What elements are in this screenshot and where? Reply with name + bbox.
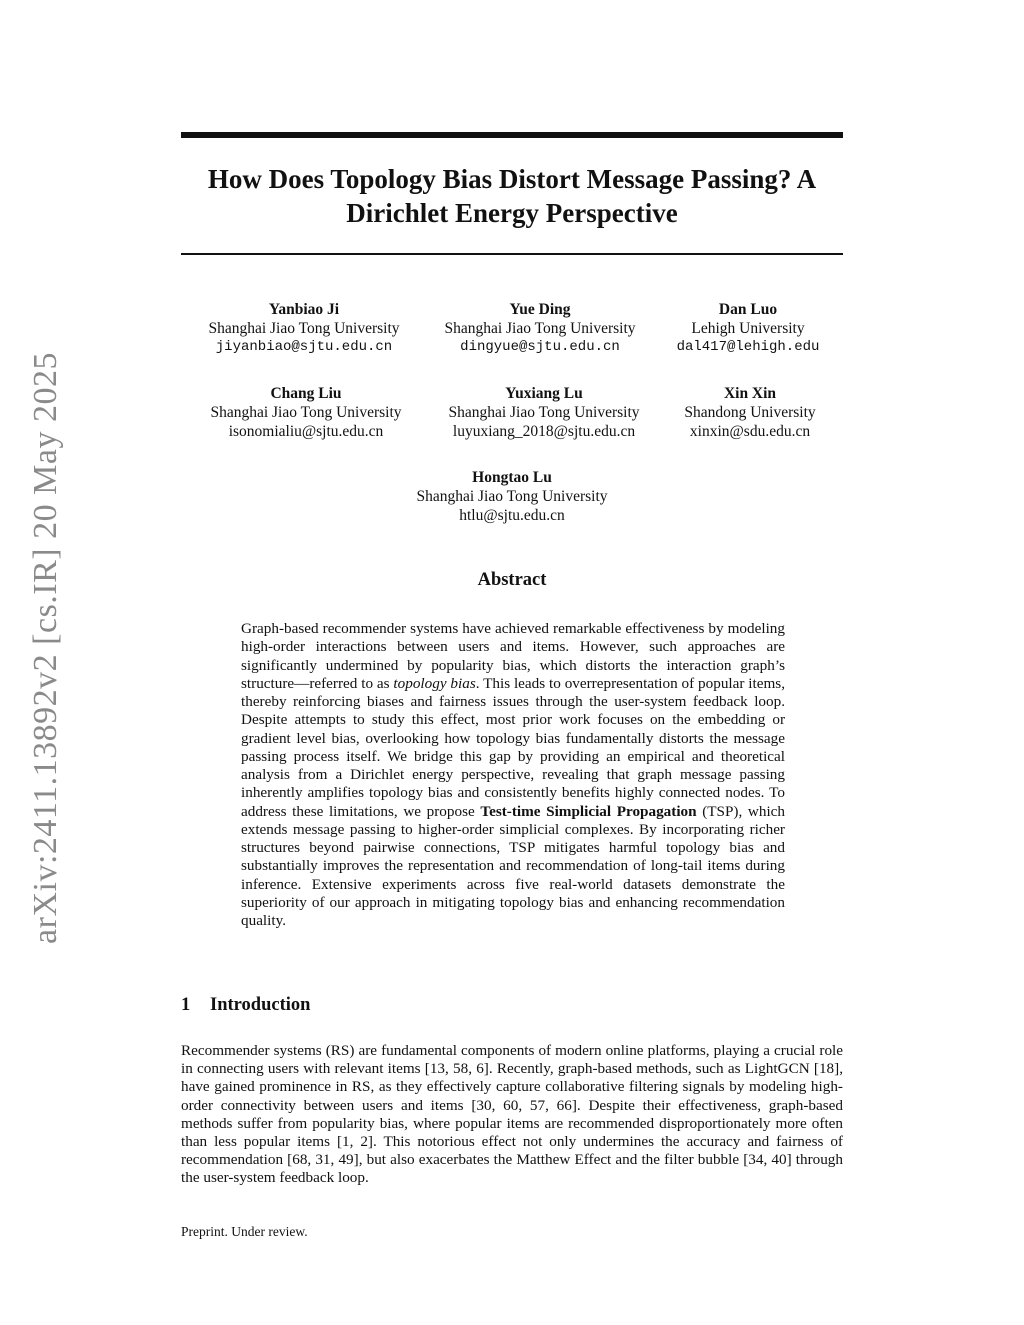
abstract-heading: Abstract: [477, 570, 547, 590]
author-email[interactable]: xinxin@sdu.edu.cn: [689, 423, 811, 440]
author-affiliation: Shanghai Jiao Tong University: [210, 404, 402, 421]
author-block: [633, 300, 863, 357]
section-heading: [181, 995, 310, 1016]
abstract-method-name: Test-time Simplicial Propagation: [480, 802, 697, 820]
author-name: Yue Ding: [509, 301, 571, 318]
author-affiliation: Shanghai Jiao Tong University: [444, 320, 636, 337]
author-email[interactable]: dal417@lehigh.edu: [676, 339, 820, 355]
author-name: Yanbiao Ji: [268, 301, 340, 318]
author-name: Xin Xin: [723, 385, 777, 402]
abstract-body: [241, 620, 785, 930]
author-affiliation: Shandong University: [684, 404, 816, 421]
abstract-text: (TSP), which extends message passing to higher-order simplicial complexes. By incorporating richer structures beyond pairwise connections, TSP mitigates harmful topology bias and substantially improves the representation and recommendation of long-tail items during inference. Extensive experiments across five real-world datasets demonstrate the superiority of our approach in mitigating topology bias and enhancing recommendation quality.: [241, 802, 786, 929]
author-email[interactable]: isonomialiu@sjtu.edu.cn: [228, 423, 384, 440]
abstract-text: Graph-based recommender systems have achieved remarkable effectiveness by modeling high-order interactions between users and items. However, such approaches are significantly undermined by popularity bias, which distorts the interaction graph’s structure—referred to as: [241, 620, 785, 692]
author-name: Chang Liu: [270, 385, 342, 402]
author-affiliation: Shanghai Jiao Tong University: [208, 320, 400, 337]
author-block: [189, 300, 419, 357]
author-email[interactable]: luyuxiang_2018@sjtu.edu.cn: [452, 423, 636, 440]
paper-title: How Does Topology Bias Distort Message Passing? A Dirichlet Energy Perspective: [207, 164, 817, 228]
author-name: Dan Luo: [718, 301, 778, 318]
author-affiliation: Shanghai Jiao Tong University: [448, 404, 640, 421]
page-footer: Preprint. Under review.: [181, 1224, 308, 1239]
author-block: [191, 384, 421, 441]
section-number: 1: [181, 995, 191, 1015]
abstract-text: . This leads to overrepresentation of popular items, thereby reinforcing biases and fairness issues through the user-system feedback loop. Despite attempts to study this effect, most prior work focuses on the embedding or gradient level bias, overlooking how topology bias fundamentally distorts the message passing process itself. We bridge this gap by providing an empirical and theoretical analysis from a Dirichlet energy perspective, revealing that graph message passing inherently amplifies topology bias and consistently benefits highly connected nodes. To address these limitations, we propose: [241, 674, 786, 820]
author-affiliation: Shanghai Jiao Tong University: [416, 488, 608, 505]
section-title: Introduction: [210, 995, 311, 1015]
author-block: [635, 384, 865, 441]
arxiv-identifier-stamp[interactable]: arXiv:2411.13892v2 [cs.IR] 20 May 2025: [27, 352, 64, 944]
author-block: [429, 384, 659, 441]
author-block: [425, 300, 655, 357]
author-name: Yuxiang Lu: [505, 385, 583, 402]
author-affiliation: Lehigh University: [691, 320, 805, 337]
introduction-paragraph: Recommender systems (RS) are fundamental components of modern online platforms, playing a crucial role in connecting users with relevant items [13, 58, 6]. Recently, graph-based methods, such as LightGCN [18], have gained prominence in RS, as they effectively capture collaborative filtering signals by modeling high-order connectivity between users and items [30, 60, 57, 66]. Despite their effectiveness, graph-based methods suffer from popularity bias, where popular items are recommended disproportionately more often than less popular items [1, 2]. This notorious effect not only undermines the accuracy and fairness of recommendation [68, 31, 49], but also exacerbates the Matthew Effect and the filter bubble [34, 40] through the user-system feedback loop.: [181, 1042, 843, 1187]
abstract-emphasis: topology bias: [393, 674, 476, 692]
title-rule-top: [181, 132, 843, 138]
author-email[interactable]: jiyanbiao@sjtu.edu.cn: [215, 339, 393, 355]
author-name: Hongtao Lu: [472, 469, 552, 486]
title-rule-bottom: [181, 253, 843, 255]
author-block: [397, 468, 627, 525]
author-email[interactable]: htlu@sjtu.edu.cn: [459, 507, 565, 524]
author-email[interactable]: dingyue@sjtu.edu.cn: [460, 339, 620, 355]
